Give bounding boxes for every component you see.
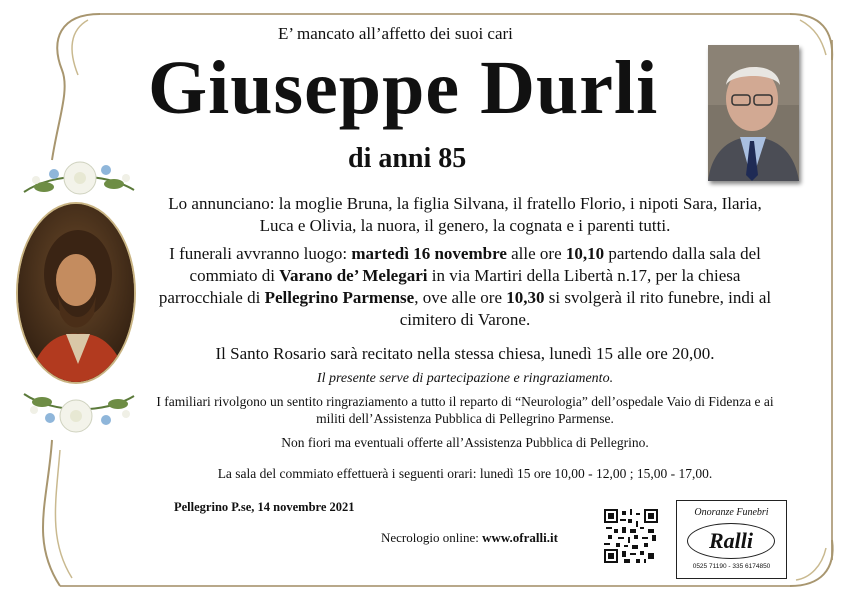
online-label: Necrologio online:	[381, 530, 483, 545]
deceased-photo	[708, 45, 799, 181]
funeral-place-1: Varano de’ Melegari	[279, 266, 428, 285]
jesus-portrait-image	[16, 202, 136, 384]
flower-decoration-bottom	[14, 374, 144, 440]
logo-phones: 0525 71190 - 335 6174850	[692, 563, 771, 570]
logo-subtitle: Onoranze Funebri	[694, 507, 769, 518]
funeral-text-1: I funerali avvranno luogo:	[169, 244, 352, 263]
funeral-date: martedì 16 novembre	[351, 244, 507, 263]
online-url[interactable]: www.ofralli.it	[482, 530, 558, 545]
funeral-time-1: 10,10	[565, 244, 605, 263]
announcement-line: E’ mancato all’affetto dei suoi cari	[278, 24, 513, 43]
deceased-name: Giuseppe Durli	[148, 46, 659, 130]
no-flowers-line: Non fiori ma eventuali offerte all’Assistenza Pubblica di Pellegrino.	[281, 435, 649, 450]
funeral-place-2: Pellegrino Parmense	[264, 288, 415, 307]
hours-line: La sala del commiato effettuerà i seguenti orari: lunedì 15 ore 10,00 - 12,00 ; 15,00 - 17,00.	[217, 466, 713, 481]
thanks-paragraph: I familiari rivolgono un sentito ringraziamento a tutto il reparto di “Neurologia” dell’ospedale Vaio di Fidenza e ai militi dell’Assistenza Pubblica di Pellegrino Parmense.	[156, 394, 774, 426]
logo-name: Ralli	[687, 523, 775, 559]
funeral-paragraph	[150, 243, 780, 331]
rosary-line: Il Santo Rosario sarà recitato nella stessa chiesa, lunedì 15 alle ore 20,00.	[215, 344, 715, 363]
notice-line: Il presente serve di partecipazione e ringraziamento.	[316, 371, 614, 386]
funeral-time-2: 10,30	[506, 288, 545, 307]
funeral-text-4: in via Martiri della Libertà n.17, per la chiesa parrocchiale di	[158, 266, 741, 307]
age-line: di anni 85	[348, 143, 467, 174]
funeral-text-6: si svolgerà il rito funebre, indi al cimitero di Varone.	[399, 288, 772, 329]
funeral-home-logo	[676, 500, 787, 579]
funeral-text-3: partendo dalla sala del commiato di	[189, 244, 761, 285]
qr-code-icon[interactable]	[604, 509, 658, 563]
online-obituary	[381, 530, 558, 546]
funeral-text-2: alle ore	[506, 244, 566, 263]
funeral-text-5: , ove alle ore	[414, 288, 507, 307]
place-date: Pellegrino P.se, 14 novembre 2021	[174, 500, 355, 514]
family-paragraph: Lo annunciano: la moglie Bruna, la figlia Silvana, il fratello Florio, i nipoti Sara, Ilaria, Luca e Olivia, la nuora, il genero, la cognata e i parenti tutti.	[168, 194, 762, 235]
